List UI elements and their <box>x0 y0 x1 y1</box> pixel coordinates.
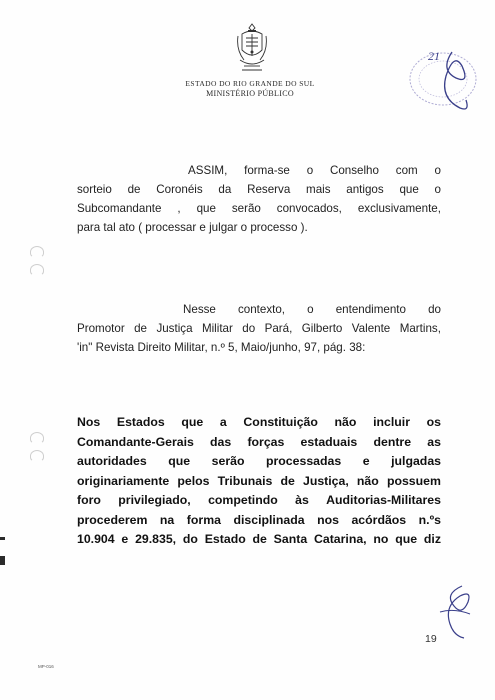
folio-number: 21 <box>428 49 440 63</box>
edge-mark <box>0 537 5 540</box>
text-line: Nos Estados que a Constituição não incluir os <box>77 415 441 429</box>
edge-mark <box>0 556 5 565</box>
coat-of-arms-icon <box>234 22 270 74</box>
text-line: 'in" Revista Direito Militar, n.º 5, Maio/junho, 97, pág. 38: <box>77 341 366 354</box>
text-line: para tal ato ( processar e julgar o processo ). <box>77 221 308 234</box>
paragraph-3-quote <box>77 413 441 550</box>
text-line: procederem na forma disciplinada nos acórdãos n.ºs <box>77 512 441 527</box>
paragraph-2 <box>77 300 441 357</box>
text-line: Promotor de Justiça Militar do Pará, Gilberto Valente Martins, <box>77 322 441 335</box>
text-line: Comandante-Gerais das forças estaduais dentre as <box>77 434 441 449</box>
punch-hole <box>30 264 44 276</box>
punch-hole <box>30 450 44 462</box>
text-line: 10.904 e 29.835, do Estado de Santa Catarina, no que diz <box>77 532 441 546</box>
text-line: Subcomandante , que serão convocados, exclusivamente, <box>77 202 441 215</box>
signature-rubric <box>422 46 482 116</box>
form-code: MP-016 <box>38 664 54 669</box>
text-line: originariamente pelos Tribunais de Justiça, não possuem <box>77 473 441 488</box>
punch-hole <box>30 246 44 258</box>
text-line: Nesse contexto, o entendimento do <box>183 303 441 316</box>
header-agency: MINISTÉRIO PÚBLICO <box>206 89 294 98</box>
punch-hole <box>30 432 44 444</box>
header-state: ESTADO DO RIO GRANDE DO SUL <box>185 79 315 88</box>
page-number: 19 <box>425 633 437 645</box>
text-line: ASSIM, forma-se o Conselho com o <box>188 164 441 177</box>
paragraph-1 <box>77 161 441 237</box>
text-line: autoridades que serão processadas e julgadas <box>77 454 441 468</box>
signature-rubric-bottom <box>432 582 484 644</box>
text-line: sorteio de Coronéis da Reserva mais antigos que o <box>77 183 441 196</box>
text-line: foro privilegiado, competindo às Auditorias-Militares <box>77 493 441 507</box>
